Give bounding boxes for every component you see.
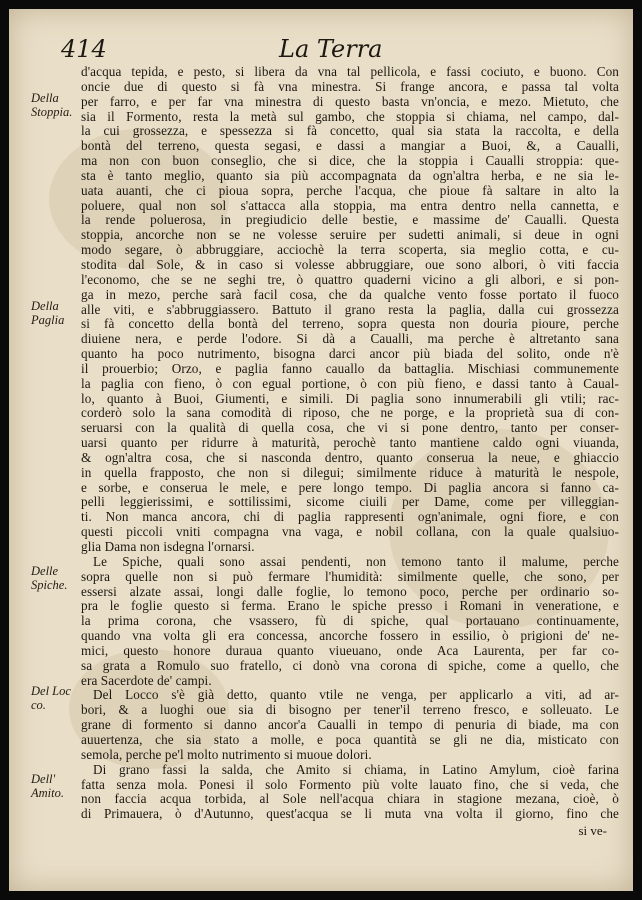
text-line: poluere, qual non sol s'attacca alla stoppia, ma entra dentro nella cannetta, e — [81, 197, 619, 213]
text-line: la cui grossezza, e spessezza si fà concetto, qual sia stata la raccolta, e della — [81, 123, 619, 139]
text-line: il prouerbio; Orzo, e paglia fanno cauallo da battaglia. Mischiasi communemente — [81, 360, 619, 376]
text-line: l'economo, che se ne seghi tre, ò quattro quaderni vicino a gli albori, e si pon- — [81, 271, 619, 287]
text-line: & ogn'altra cosa, che si nasconda dentro, quanto conserua la neue, e ghiaccio — [81, 449, 619, 465]
text-line: quando vna volta gli era concessa, ancorche fossero in essilio, ò prigioni de' ne- — [81, 628, 619, 644]
text-line: oncie due di questo si fà vna minestra. Si frange ancora, e passa tal volta — [81, 78, 619, 94]
text-line: la rende poluerosa, in pregiudicio delle bestie, e massime de' Caualli. Questa — [81, 212, 619, 228]
text-line: uata auanti, che ci pioua sopra, perche l'acqua, che pioue fà saltare in alto la — [81, 182, 619, 198]
text-line: sa grata a Romulo suo fratello, ci donò vna corona di spiche, come a quello, che — [81, 657, 619, 673]
page-number: 414 — [61, 35, 107, 63]
text-line: Del Locco s'è già detto, quanto vtile ne venga, per applicarlo a viti, ad ar- — [93, 687, 619, 703]
text-line: ma non con buon conseglio, che si dice, che la stoppia i Caualli stroppia: que- — [81, 153, 619, 169]
catchword: si ve- — [578, 823, 607, 838]
text-line: auuertenza, che sia stato a molle, e poca quantità se gli ne dia, misticato con — [81, 731, 619, 747]
text-line: semola, perche pe'l molto nutrimento si muoue dolori. — [81, 746, 372, 762]
text-line: la paglia con fieno, ò con egual portione, ò con più fieno, e dassi tanto à Caual- — [81, 375, 619, 391]
text-line: ti. Non manca ancora, chi di paglia rappresenti ogn'animale, ogni fiore, e con — [81, 509, 619, 525]
text-line: mici, questo honore duraua quanto viueuano, onde Aca Laurenta, per far co- — [81, 642, 619, 658]
text-line: sia il Formento, resta la metà sul gambo, che stoppia si chiama, nel campo, dal- — [81, 108, 619, 124]
text-line: quanto ha poco nutrimento, bisogna darci ancor più biada del solito, onde n'è — [81, 346, 619, 362]
text-line: di Primauera, ò d'Autunno, quest'acqua se li muta vna volta il giorno, fino che — [81, 806, 619, 822]
text-line: e sorbe, e conserua le mele, e pere longo tempo. Di paglia ancora si fanno ca- — [81, 479, 619, 495]
text-line: modo segare, ò abbruggiare, acciochè la terra scoperta, sia meglio cotta, e cu- — [81, 242, 619, 258]
text-line: pra le foglie questo si ferma. Erano le spiche presso i Romani in veneratione, e — [81, 598, 619, 614]
text-line: essersi alzate assai, longi dalle foglie, lo temono poco, perche per ordinario so- — [81, 583, 619, 599]
text-line: grane di formento si danno ancor'a Caualli in tempo di penuria di biade, ma con — [81, 717, 619, 733]
margin-note-spiche: Delle Spiche. — [31, 564, 68, 592]
text-line: sopra quelle non si può fermare l'humidità: similmente quelle, che sono, per — [81, 568, 619, 584]
text-line: bori, & a luoghi oue sia di bisogno per tener'il terreno fresco, e solleuato. Le — [81, 702, 619, 718]
text-line: uarsi quanto per ridurre à maturità, perochè tanto mantiene caldo ogni viuanda, — [81, 435, 619, 451]
text-line: bontà del terreno, questa segasi, e dassi a mangiar a Buoi, &, a Caualli, — [81, 138, 619, 154]
text-line: non faccia acqua torbida, al Sole nell'acqua chiara in stagione mezana, cioè, ò — [81, 791, 619, 807]
text-line: d'acqua tepida, e pesto, si libera da vna tal pellicola, e fassi cociuto, e buono. Con — [81, 64, 619, 79]
margin-note-amito: Dell' Amito. — [31, 772, 64, 800]
text-line: fatta senza mola. Ponesi il solo Formento più volte lauato fino, che si veda, che — [81, 776, 619, 792]
text-line: era Sacerdote de' campi. — [81, 672, 212, 688]
body-text — [81, 65, 619, 822]
text-line: corderò solo la sana comodità di riposo, che ne porge, e la proprietà sua di con- — [81, 405, 619, 421]
text-line: sta è tanto meglio, quanto sia più accompagnata da ogn'altra herba, e ne sia le- — [81, 167, 619, 183]
text-line: si fà concetto della bontà del terreno, sopra questa non douria pioure, perche — [81, 316, 619, 332]
text-line: per farro, e per far vna minestra di questo basta vn'oncia, e mezo. Mietuto, che — [81, 93, 619, 109]
book-page — [9, 9, 633, 891]
text-line: Di grano fassi la salda, che Amito si chiama, in Latino Amylum, cioè farina — [93, 761, 619, 777]
text-line: alle viti, e s'abbruggiassero. Battuto il grano resta la paglia, dalla cui grossezza — [81, 301, 619, 317]
text-line: in quella frapposto, che non si dilegui; similmente riduce à maturità le nespole, — [81, 464, 619, 480]
text-line: glia Dama non isdegna l'ornarsi. — [81, 539, 255, 554]
text-line: pelli leggierissimi, e sottilissimi, sicome ciuili per Dame, come per villeggian- — [81, 494, 619, 510]
text-line: diuiene nera, e perde l'odore. Si dà a Caualli, ma perche è altretanto sana — [81, 331, 619, 347]
text-line: stodita dal Sole, & in caso si volesse abbruggiare, oue sono albori, ò viti faccia — [81, 256, 619, 272]
margin-note-locco: Del Loc co. — [31, 684, 71, 712]
text-line: la prima corona, che vsassero, fù di spiche, qual portauano continuamente, — [81, 613, 619, 629]
text-line: questi piccoli vniti compagna vna vaga, e nobil collana, con la quale qualsiuo- — [81, 524, 619, 540]
margin-note-paglia: Della Paglia — [31, 299, 65, 327]
text-line: ga in mezo, perche sarà facil cosa, che da qualche vento fosse portato il fuoco — [81, 286, 619, 302]
text-line: stoppia, ancorche non se ne volesse seruire per sudetti animali, si deue in ogni — [81, 227, 619, 243]
text-line: seruarsi con la qualità di quella cosa, che vi si pone dentro, tanto per conser- — [81, 420, 619, 436]
text-line: Le Spiche, quali sono assai pendenti, non temono tanto il malume, perche — [93, 553, 619, 569]
text-line: lo, quanto à Buoi, Giumenti, e simili. Di paglia sono innumerabili gli vtili; rac- — [81, 390, 619, 406]
running-title: La Terra — [279, 35, 383, 63]
running-header — [9, 35, 633, 65]
margin-note-stoppia: Della Stoppia. — [31, 91, 73, 119]
